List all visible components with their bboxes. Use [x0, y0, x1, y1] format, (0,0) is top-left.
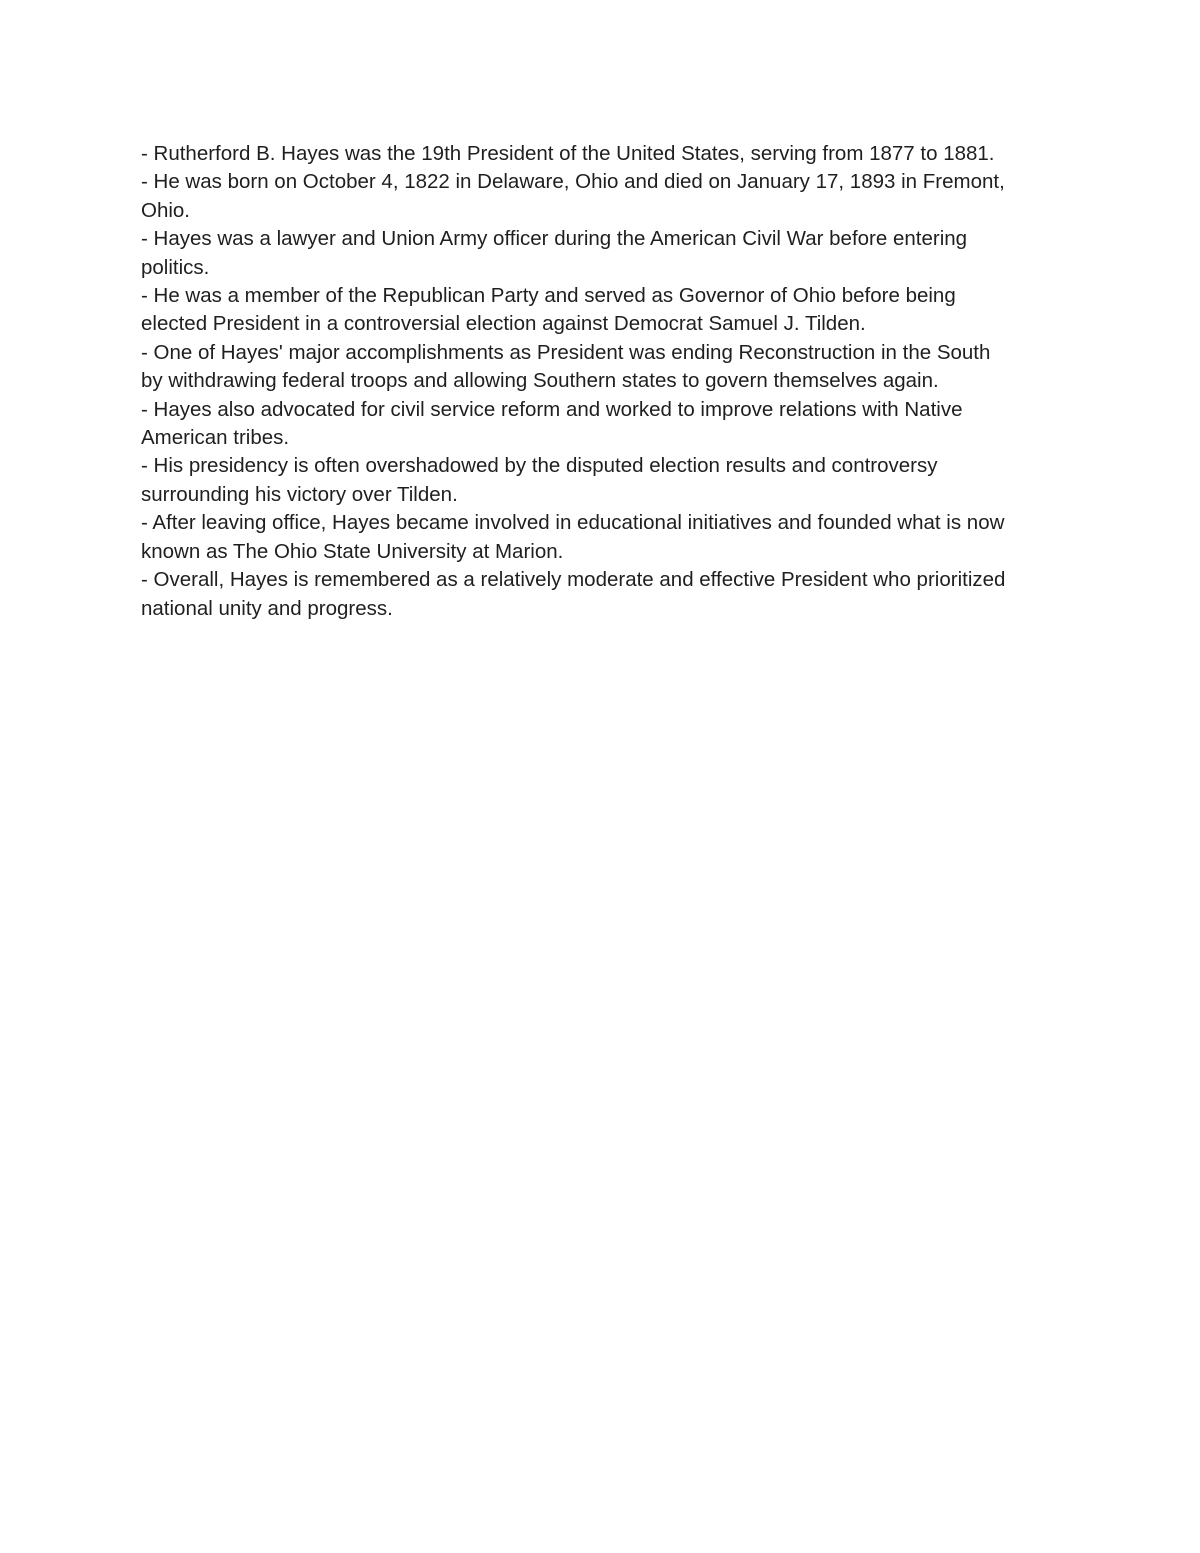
text-line: politics.: [141, 255, 210, 279]
text-line: - He was born on October 4, 1822 in Delaware, Ohio and died on January 17, 1893 in Fremont,: [141, 170, 1005, 194]
text-line: by withdrawing federal troops and allowing Southern states to govern themselves again.: [141, 369, 939, 393]
text-line: known as The Ohio State University at Marion.: [141, 539, 564, 563]
text-line: - After leaving office, Hayes became involved in educational initiatives and founded what is now: [141, 511, 1005, 535]
document-body: [141, 140, 1071, 623]
text-line: - One of Hayes' major accomplishments as President was ending Reconstruction in the South: [141, 340, 991, 364]
text-line: American tribes.: [141, 426, 290, 450]
text-line: elected President in a controversial election against Democrat Samuel J. Tilden.: [141, 312, 866, 336]
text-line: national unity and progress.: [141, 596, 393, 620]
text-line: - Overall, Hayes is remembered as a relatively moderate and effective President who prioritized: [141, 568, 1006, 592]
text-line: - Hayes was a lawyer and Union Army officer during the American Civil War before entering: [141, 227, 968, 251]
text-line: Ohio.: [141, 198, 190, 222]
text-line: - His presidency is often overshadowed by the disputed election results and controversy: [141, 454, 938, 478]
text-line: - Hayes also advocated for civil service reform and worked to improve relations with Native: [141, 397, 963, 421]
text-line: - Rutherford B. Hayes was the 19th President of the United States, serving from 1877 to 1881.: [141, 142, 995, 165]
text-line: - He was a member of the Republican Party and served as Governor of Ohio before being: [141, 284, 956, 308]
text-line: surrounding his victory over Tilden.: [141, 482, 458, 506]
